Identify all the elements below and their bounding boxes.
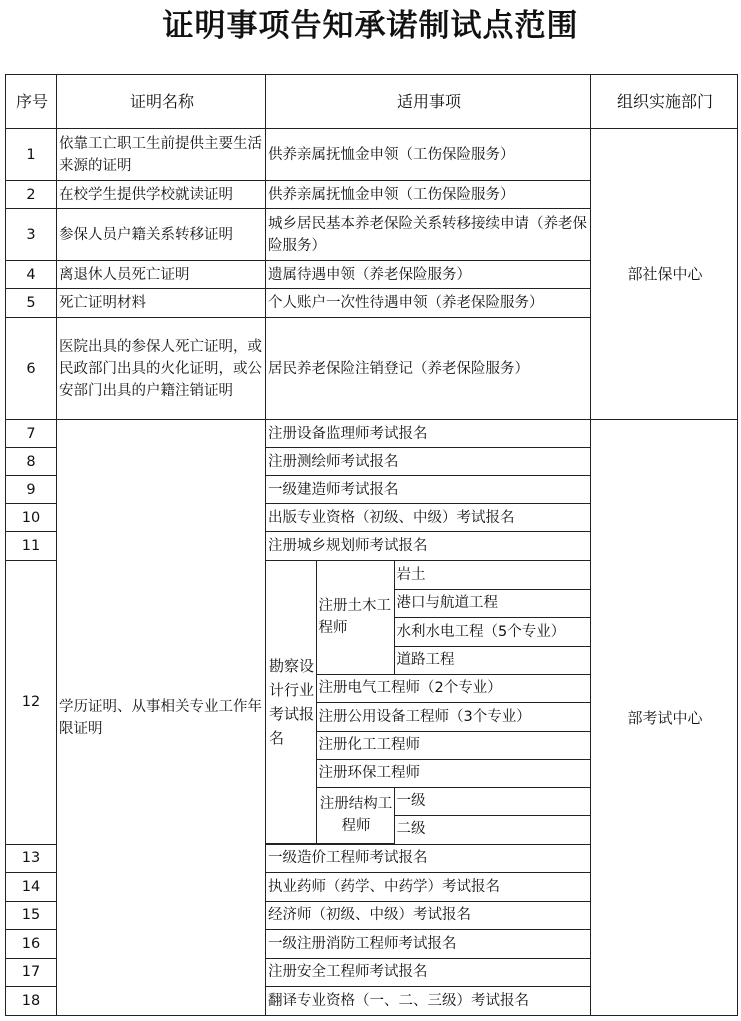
certificate-name: 在校学生提供学校就读证明 [57, 181, 266, 209]
row-number: 18 [6, 986, 57, 1015]
table-row [6, 129, 738, 181]
certificate-name: 死亡证明材料 [57, 289, 266, 318]
applicable-matter: 一级建造师考试报名 [266, 476, 591, 504]
certificate-name: 参保人员户籍关系转移证明 [57, 209, 266, 261]
applicable-matter: 注册设备监理师考试报名 [266, 420, 591, 448]
scope-table [5, 74, 738, 1016]
environmental-engineer: 注册环保工程师 [316, 759, 591, 787]
applicable-matter: 注册城乡规划师考试报名 [266, 532, 591, 561]
structural-item: 一级 [394, 787, 591, 815]
table-row [6, 420, 738, 448]
row-number: 6 [6, 318, 57, 420]
applicable-matter: 居民养老保险注销登记（养老保险服务） [266, 318, 591, 420]
survey-design-cell [266, 561, 591, 845]
row-number: 1 [6, 129, 57, 181]
header-no: 序号 [6, 75, 57, 129]
certificate-name: 医院出具的参保人死亡证明，或民政部门出具的火化证明，或公安部门出具的户籍注销证明 [57, 318, 266, 420]
row-number: 3 [6, 209, 57, 261]
applicable-matter: 注册安全工程师考试报名 [266, 958, 591, 986]
applicable-matter: 城乡居民基本养老保险关系转移接续申请（养老保险服务） [266, 209, 591, 261]
applicable-matter: 经济师（初级、中级）考试报名 [266, 901, 591, 929]
row-number: 13 [6, 844, 57, 872]
dept-social: 部社保中心 [591, 129, 738, 420]
applicable-matter: 执业药师（药学、中药学）考试报名 [266, 872, 591, 901]
row-number: 15 [6, 901, 57, 929]
row-number: 10 [6, 504, 57, 532]
row-number: 12 [6, 561, 57, 845]
header-matter: 适用事项 [266, 75, 591, 129]
applicable-matter: 供养亲属抚恤金申领（工伤保险服务） [266, 181, 591, 209]
civil-item: 水利水电工程（5个专业） [394, 617, 591, 646]
row-number: 16 [6, 929, 57, 958]
applicable-matter: 一级造价工程师考试报名 [266, 844, 591, 872]
civil-engineer: 注册土木工程师 [316, 561, 394, 674]
row-number: 17 [6, 958, 57, 986]
structural-engineer: 注册结构工程师 [316, 787, 394, 843]
header-row [6, 75, 738, 129]
row-number: 14 [6, 872, 57, 901]
structural-item: 二级 [394, 815, 591, 843]
electrical-engineer: 注册电气工程师（2个专业） [316, 674, 591, 702]
applicable-matter: 遗属待遇申领（养老保险服务） [266, 261, 591, 289]
applicable-matter: 翻译专业资格（一、二、三级）考试报名 [266, 986, 591, 1015]
row-number: 11 [6, 532, 57, 561]
applicable-matter: 出版专业资格（初级、中级）考试报名 [266, 504, 591, 532]
survey-category: 勘察设计行业考试报名 [266, 561, 316, 843]
page-title: 证明事项告知承诺制试点范围 [162, 8, 579, 44]
civil-item: 道路工程 [394, 646, 591, 674]
applicable-matter: 注册测绘师考试报名 [266, 448, 591, 476]
header-dept: 组织实施部门 [591, 75, 738, 129]
applicable-matter: 一级注册消防工程师考试报名 [266, 929, 591, 958]
row-number: 2 [6, 181, 57, 209]
exam-certificate-name: 学历证明、从事相关专业工作年限证明 [57, 420, 266, 1016]
row-number: 4 [6, 261, 57, 289]
row-number: 5 [6, 289, 57, 318]
dept-exam: 部考试中心 [591, 420, 738, 1016]
certificate-name: 依靠工亡职工生前提供主要生活来源的证明 [57, 129, 266, 181]
row-number: 7 [6, 420, 57, 448]
row-number: 9 [6, 476, 57, 504]
certificate-name: 离退休人员死亡证明 [57, 261, 266, 289]
utility-engineer: 注册公用设备工程师（3个专业） [316, 702, 591, 731]
applicable-matter: 供养亲属抚恤金申领（工伤保险服务） [266, 129, 591, 181]
civil-item: 港口与航道工程 [394, 589, 591, 617]
header-name: 证明名称 [57, 75, 266, 129]
survey-design-subtable [266, 561, 591, 844]
applicable-matter: 个人账户一次性待遇申领（养老保险服务） [266, 289, 591, 318]
civil-item: 岩土 [394, 561, 591, 589]
row-number: 8 [6, 448, 57, 476]
chemical-engineer: 注册化工工程师 [316, 731, 591, 759]
